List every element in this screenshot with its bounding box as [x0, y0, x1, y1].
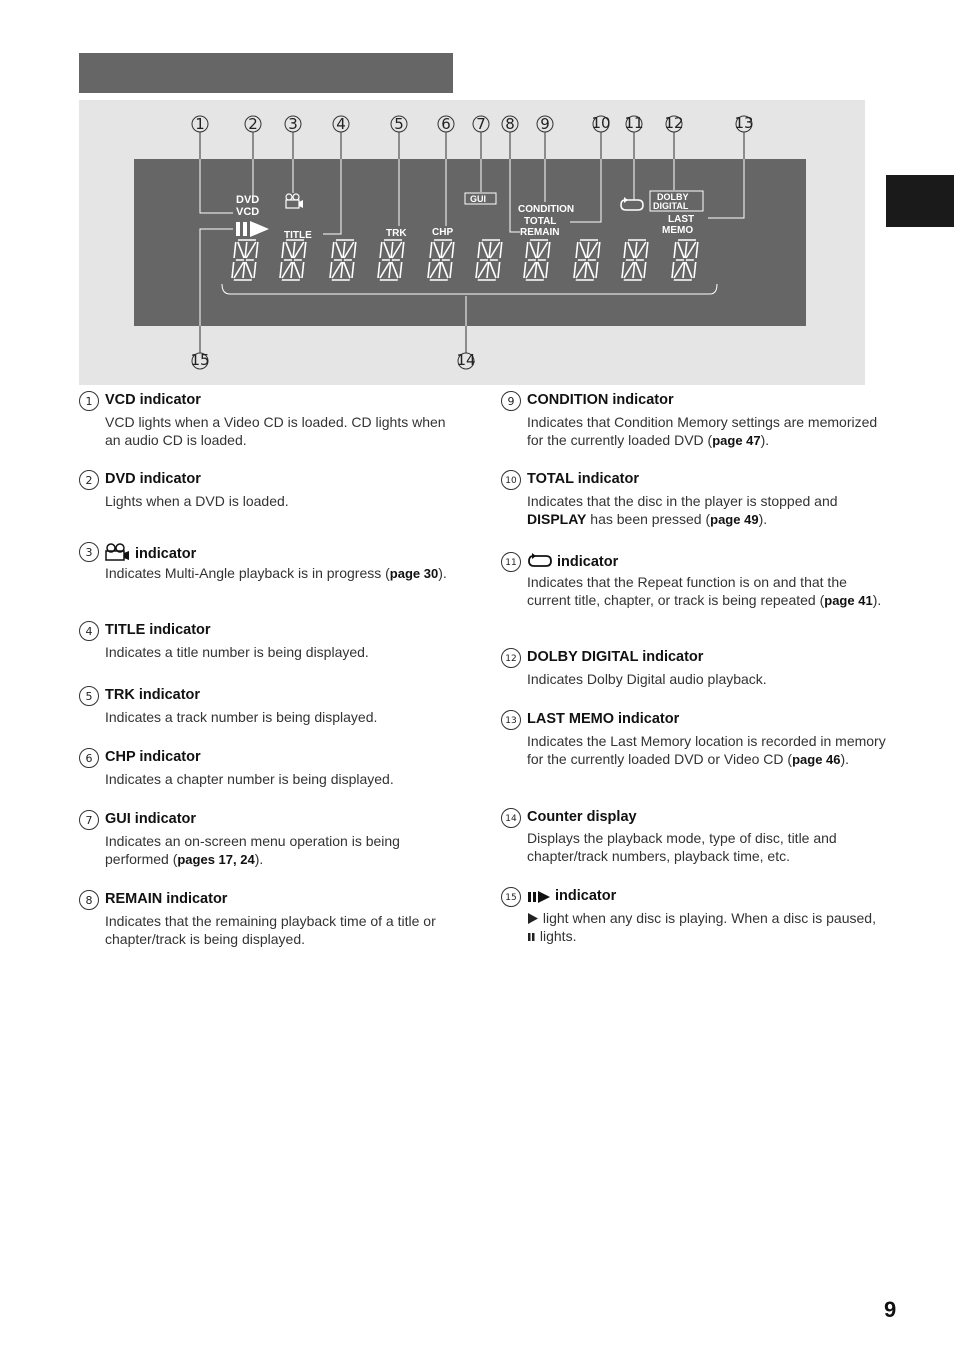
- remain-label: REMAIN: [520, 227, 560, 238]
- item-desc: Indicates a title number is being displayed.: [105, 644, 369, 660]
- item-number: 13: [501, 710, 521, 730]
- item-desc: Indicates Multi-Angle playback is in progress (page 30).: [105, 565, 447, 581]
- item-desc: Indicates the Last Memory location is recorded in memory for the currently loaded DVD or Video CD (page 46).: [527, 733, 886, 767]
- item-desc: Indicates that the remaining playback time of a title or chapter/track is being displayed.: [105, 913, 436, 947]
- item-title: TITLE indicator: [105, 622, 211, 638]
- item-desc: Indicates a chapter number is being displayed.: [105, 771, 394, 787]
- title-label: TITLE: [284, 230, 312, 241]
- callout-14: 14: [456, 351, 476, 369]
- item-number: 14: [501, 808, 521, 828]
- item-desc: VCD lights when a Video CD is loaded. CD lights when an audio CD is loaded.: [105, 414, 446, 448]
- item-title: LAST MEMO indicator: [527, 711, 680, 727]
- callout-9: 9: [540, 115, 550, 133]
- callout-10: 10: [591, 114, 611, 132]
- dvd-label: DVD: [236, 194, 260, 206]
- item-title: DVD indicator: [105, 471, 201, 487]
- play-icon: [527, 913, 539, 924]
- last-label: LAST: [668, 214, 695, 225]
- page-number: 9: [884, 1297, 897, 1322]
- item-title: CONDITION indicator: [527, 392, 674, 408]
- item-desc: Displays the playback mode, type of disc, title and chapter/track numbers, playback time, etc.: [527, 830, 837, 864]
- chapter-side-tab: [886, 175, 954, 227]
- camera-angle-icon: [105, 543, 131, 561]
- item-number: 6: [79, 748, 99, 768]
- callout-15: 15: [190, 351, 210, 369]
- item-desc: Indicates an on-screen menu operation is being performed (pages 17, 24).: [105, 833, 400, 867]
- section-header-bar: [79, 53, 453, 93]
- callout-2: 2: [248, 115, 258, 133]
- callout-6: 6: [441, 115, 451, 133]
- item-number: 15: [501, 887, 521, 907]
- repeat-icon: [527, 553, 553, 569]
- item-number: 2: [79, 470, 99, 490]
- callout-3: 3: [288, 115, 298, 133]
- callout-7: 7: [476, 115, 486, 133]
- callout-1: 1: [195, 115, 205, 133]
- item-desc: Indicates a track number is being displayed.: [105, 709, 378, 725]
- item-title: TOTAL indicator: [527, 471, 639, 487]
- total-label: TOTAL: [524, 216, 557, 227]
- item-number: 7: [79, 810, 99, 830]
- item-desc: Indicates that Condition Memory settings are memorized for the currently loaded DVD (page 47).: [527, 414, 878, 448]
- condition-label: CONDITION: [518, 204, 575, 215]
- item-number: 5: [79, 686, 99, 706]
- item-title: TRK indicator: [105, 687, 201, 703]
- item-title: DOLBY DIGITAL indicator: [527, 649, 704, 665]
- gui-label: GUI: [470, 194, 487, 204]
- item-title: indicator: [555, 888, 617, 904]
- callout-5: 5: [394, 115, 404, 133]
- vcd-label: VCD: [236, 206, 260, 218]
- item-title: GUI indicator: [105, 811, 197, 827]
- item-number: 12: [501, 648, 521, 668]
- callout-13: 13: [734, 114, 754, 132]
- item-desc: light when any disc is playing. When a disc is paused, lights.: [527, 909, 887, 945]
- item-title: CHP indicator: [105, 749, 201, 765]
- item-number: 9: [501, 391, 521, 411]
- digital-label: DIGITAL: [653, 201, 689, 211]
- item-title: Counter display: [527, 809, 637, 825]
- pause-play-icon: [527, 891, 551, 903]
- pause-icon: [527, 932, 536, 942]
- chp-label: CHP: [432, 227, 454, 238]
- item-number: 11: [501, 552, 521, 572]
- item-title: indicator: [557, 554, 619, 570]
- item-desc: Lights when a DVD is loaded.: [105, 493, 289, 509]
- item-number: 8: [79, 890, 99, 910]
- item-desc: Indicates Dolby Digital audio playback.: [527, 671, 767, 687]
- item-title: VCD indicator: [105, 392, 201, 408]
- callout-4: 4: [336, 115, 346, 133]
- item-desc: Indicates that the disc in the player is stopped and DISPLAY has been pressed (page 49).: [527, 493, 838, 527]
- item-number: 4: [79, 621, 99, 641]
- callout-12: 12: [664, 114, 684, 132]
- item-title: REMAIN indicator: [105, 891, 228, 907]
- item-number: 3: [79, 542, 99, 562]
- trk-label: TRK: [386, 228, 407, 239]
- item-number: 1: [79, 391, 99, 411]
- item-number: 10: [501, 470, 521, 490]
- front-panel-display: [134, 159, 806, 326]
- memo-label: MEMO: [662, 225, 694, 236]
- dolby-label: DOLBY: [657, 192, 689, 202]
- callout-8: 8: [505, 115, 515, 133]
- callout-11: 11: [624, 114, 644, 132]
- item-title: indicator: [135, 546, 197, 562]
- item-desc: Indicates that the Repeat function is on and that the current title, chapter, or track is being repeated (page 41).: [527, 574, 882, 608]
